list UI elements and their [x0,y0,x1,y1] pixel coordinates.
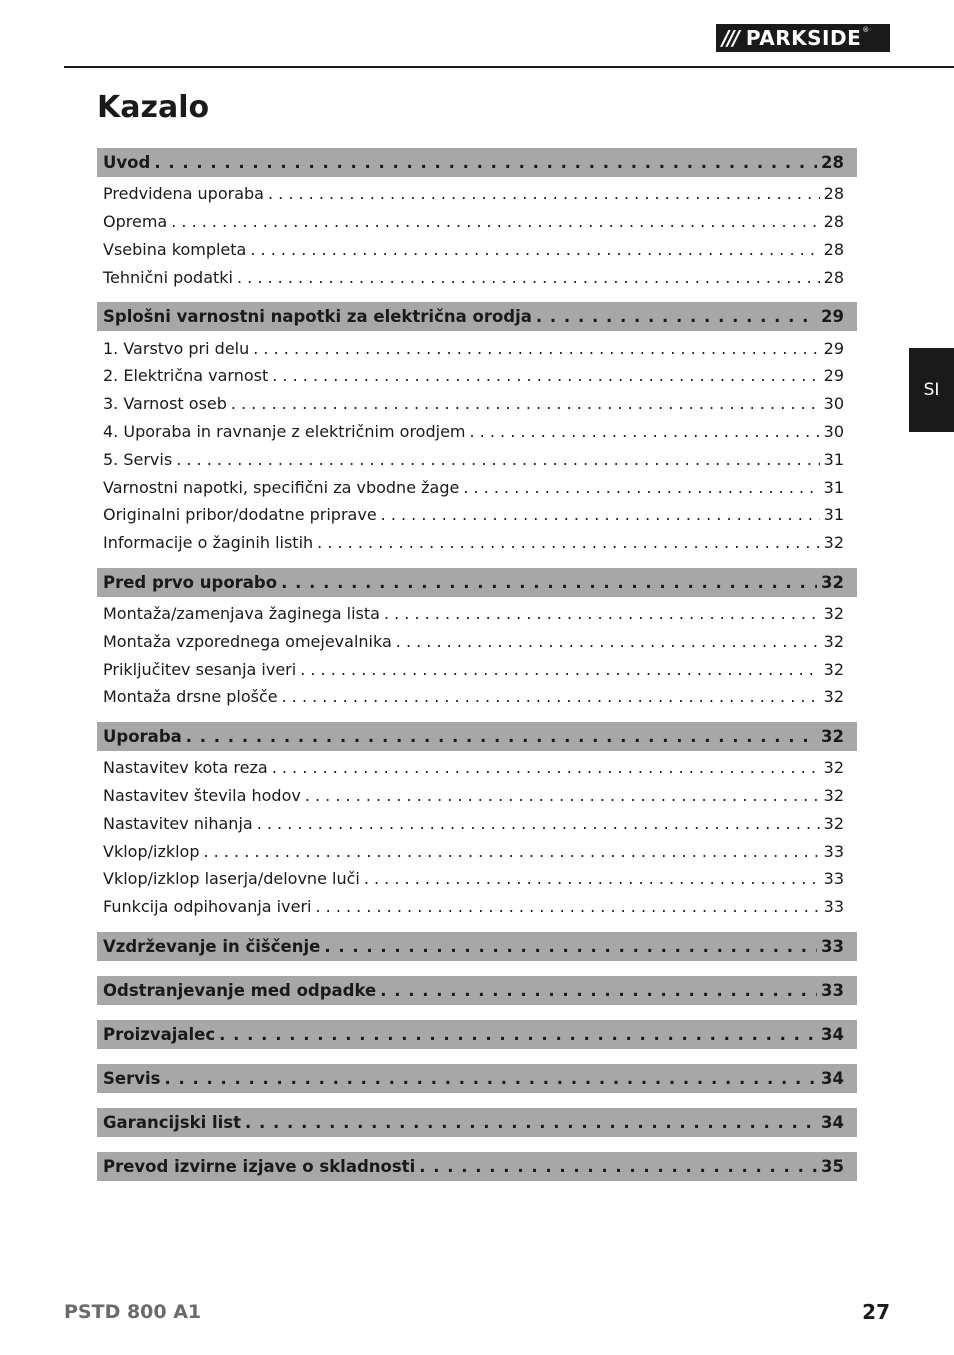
toc-entry-page: 31 [823,449,844,469]
toc-section [97,1064,857,1093]
toc-leader-dots [186,727,817,746]
toc-entry-page: 30 [823,421,844,441]
toc-entry-label: Nastavitev nihanja [103,813,253,833]
logo-slashes: /// [722,26,738,50]
toc-entry[interactable] [97,501,857,529]
toc-entry-page: 32 [823,758,844,778]
toc-entry-page: 32 [823,813,844,833]
toc-section-title: Vzdrževanje in čiščenje [103,936,321,956]
toc-leader-dots [245,1113,817,1132]
toc-entry[interactable] [97,782,857,810]
toc-section-page: 34 [821,1112,844,1132]
footer-model-name: PSTD 800 A1 [64,1301,202,1323]
toc-leader-dots [250,240,819,259]
toc-entry[interactable] [97,655,857,683]
toc-entry-page: 33 [823,897,844,917]
toc-entry[interactable] [97,473,857,501]
parkside-logo [716,24,890,52]
toc-section-page: 32 [821,726,844,746]
toc-section-page: 34 [821,1024,844,1044]
toc-entry[interactable] [97,683,857,711]
toc-entry-label: Priključitev sesanja iveri [103,659,297,679]
toc-section-title: Servis [103,1068,161,1088]
toc-leader-dots [419,1157,817,1176]
toc-leader-dots [463,478,819,497]
toc-leader-dots [305,786,820,805]
toc-leader-dots [364,869,820,888]
toc-entry-label: Vsebina kompleta [103,239,247,259]
toc-leader-dots [380,981,817,1000]
toc-entry[interactable] [97,445,857,473]
toc-leader-dots [219,1025,817,1044]
toc-entry[interactable] [97,893,857,921]
toc-entry-label: 1. Varstvo pri delu [103,338,250,358]
toc-leader-dots [282,687,820,706]
toc-entry-page: 28 [823,184,844,204]
toc-leader-dots [176,450,819,469]
toc-leader-dots [281,573,817,592]
toc-entry-label: Funkcija odpihovanja iveri [103,897,312,917]
toc-leader-dots [154,153,817,172]
toc-section-title: Pred prvo uporabo [103,572,278,592]
toc-leader-dots [272,366,819,385]
language-tab-label: SI [923,380,940,400]
footer-page-number: 27 [862,1300,890,1324]
toc-entry[interactable] [97,362,857,390]
toc-leader-dots [536,307,817,326]
page-title: Kazalo [97,90,210,125]
toc-leader-dots [317,533,819,552]
toc-leader-dots [470,422,820,441]
toc-section-heading[interactable] [97,148,857,177]
toc-section [97,302,857,556]
toc-section [97,148,857,291]
toc-entry[interactable] [97,809,857,837]
toc-leader-dots [315,897,819,916]
toc-entry[interactable] [97,837,857,865]
toc-leader-dots [164,1069,817,1088]
toc-section-title: Uvod [103,153,151,172]
toc-leader-dots [171,212,819,231]
toc-entry[interactable] [97,263,857,291]
toc-entry-page: 31 [823,505,844,525]
toc-leader-dots [231,394,820,413]
toc-entry-page: 33 [823,869,844,889]
toc-section-page: 28 [821,153,844,172]
language-tab [909,348,954,432]
toc-section-page: 33 [821,936,844,956]
toc-entry-page: 30 [823,394,844,414]
toc-entry-label: Vklop/izklop [103,841,200,861]
toc-entry[interactable] [97,418,857,446]
toc-leader-dots [381,505,820,524]
toc-entry-label: 3. Varnost oseb [103,394,227,414]
toc-entry[interactable] [97,334,857,362]
toc-entry-page: 28 [823,267,844,287]
toc-entry-page: 32 [823,659,844,679]
toc-section [97,722,857,921]
toc-entry[interactable] [97,390,857,418]
toc-section-heading[interactable] [97,1152,857,1181]
toc-section-title: Proizvajalec [103,1024,216,1044]
table-of-contents [97,148,857,1196]
toc-entry-page: 32 [823,603,844,623]
toc-entry-page: 32 [823,687,844,707]
toc-entry-label: Montaža vzporednega omejevalnika [103,631,392,651]
toc-entry-page: 31 [823,477,844,497]
toc-entry-page: 32 [823,533,844,553]
toc-section-heading[interactable] [97,976,857,1005]
toc-section [97,1152,857,1181]
toc-entry-page: 32 [823,785,844,805]
toc-entry[interactable] [97,208,857,236]
toc-leader-dots [253,339,819,358]
toc-entry-label: 2. Električna varnost [103,366,269,386]
toc-section-heading[interactable] [97,568,857,597]
toc-section [97,932,857,961]
toc-entry-page: 32 [823,631,844,651]
toc-entry-label: Predvidena uporaba [103,184,264,204]
header-rule [64,66,954,68]
toc-entry-label: Originalni pribor/dodatne priprave [103,505,377,525]
toc-entry-label: Nastavitev števila hodov [103,785,301,805]
toc-leader-dots [300,660,819,679]
toc-section-title: Garancijski list [103,1112,242,1132]
toc-section-heading[interactable] [97,1064,857,1093]
toc-entry-page: 28 [823,212,844,232]
toc-section-heading[interactable] [97,722,857,751]
toc-section-title: Uporaba [103,726,182,746]
toc-section-heading[interactable] [97,932,857,961]
toc-section-title: Prevod izvirne izjave o skladnosti [103,1156,416,1176]
toc-entry-label: Montaža drsne plošče [103,687,278,707]
toc-section-heading[interactable] [97,1020,857,1049]
toc-section-heading[interactable] [97,1108,857,1137]
toc-section-title: Splošni varnostni napotki za električna orodja [103,307,532,327]
toc-section-page: 29 [821,307,844,327]
toc-entry-label: Tehnični podatki [103,267,233,287]
toc-entry[interactable] [97,180,857,208]
toc-entry[interactable] [97,236,857,264]
toc-entry[interactable] [97,627,857,655]
logo-registered-mark: ® [862,26,870,34]
toc-entry-label: Montaža/zamenjava žaginega lista [103,603,380,623]
toc-entry[interactable] [97,529,857,557]
toc-section-page: 34 [821,1068,844,1088]
toc-entry-label: 5. Servis [103,449,173,469]
toc-section-title: Odstranjevanje med odpadke [103,980,377,1000]
toc-leader-dots [268,184,820,203]
toc-entry-page: 29 [823,338,844,358]
toc-section [97,976,857,1005]
toc-entry-label: Informacije o žaginih listih [103,533,314,553]
toc-leader-dots [237,268,820,287]
toc-leader-dots [204,842,820,861]
toc-entry-page: 29 [823,366,844,386]
toc-leader-dots [257,814,820,833]
toc-section-heading[interactable] [97,302,857,331]
logo-wordmark: PARKSIDE [745,26,862,50]
toc-entry-page: 33 [823,841,844,861]
toc-entry-label: Oprema [103,212,168,232]
toc-entry-page: 28 [823,239,844,259]
toc-section-page: 32 [821,572,844,592]
toc-entry-label: Nastavitev kota reza [103,758,268,778]
toc-leader-dots [384,604,820,623]
toc-section-page: 33 [821,980,844,1000]
toc-section-page: 35 [821,1156,844,1176]
toc-section [97,1108,857,1137]
toc-entry[interactable] [97,754,857,782]
toc-leader-dots [324,937,817,956]
toc-leader-dots [396,632,820,651]
toc-section [97,568,857,711]
toc-entry[interactable] [97,600,857,628]
toc-entry-label: Varnostni napotki, specifični za vbodne žage [103,477,460,497]
toc-entry-label: Vklop/izklop laserja/delovne luči [103,869,360,889]
toc-section [97,1020,857,1049]
toc-entry[interactable] [97,865,857,893]
toc-leader-dots [272,758,820,777]
toc-entry-label: 4. Uporaba in ravnanje z električnim orodjem [103,421,466,441]
